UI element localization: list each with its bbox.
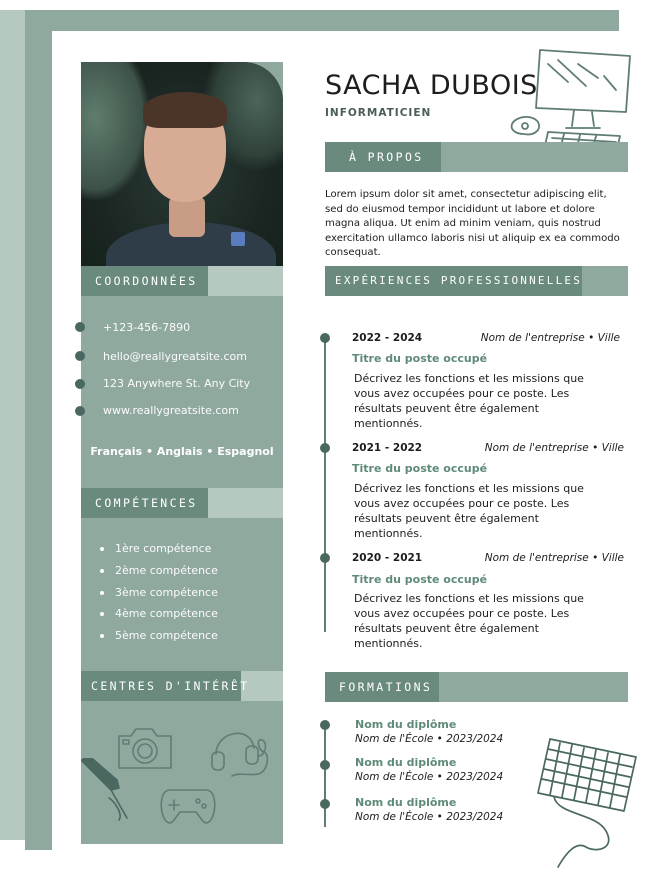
education-heading: FORMATIONS — [325, 672, 439, 702]
school-name: Nom de l'École • 2023/2024 — [355, 733, 504, 745]
experience-title: Titre du poste occupé — [352, 462, 488, 475]
experience-title: Titre du poste occupé — [352, 352, 488, 365]
experience-company: Nom de l'entreprise • Ville — [484, 442, 624, 454]
website-bullet — [75, 406, 85, 416]
experience-dates: 2022 - 2024 — [352, 332, 423, 344]
headphones-icon — [210, 720, 270, 782]
contact-section-header — [81, 266, 283, 296]
timeline-dot — [320, 443, 330, 453]
interests-section-header — [81, 671, 283, 701]
timeline-dot — [320, 760, 330, 770]
postal-address: 123 Anywhere St. Any City — [103, 377, 251, 390]
skill-item: 1ère compétence — [103, 542, 211, 555]
experience-timeline — [324, 336, 326, 632]
experience-company: Nom de l'entreprise • Ville — [484, 552, 624, 564]
experience-description: Décrivez les fonctions et les missions que vous avez occupées pour ce poste. Les résultats peuvent être également mentionnés. — [354, 482, 584, 540]
education-section-header — [325, 672, 628, 702]
skill-item: 3ème compétence — [103, 586, 218, 599]
email-bullet — [75, 351, 85, 361]
profile-photo — [81, 62, 283, 267]
experience-description: Décrivez les fonctions et les missions que vous avez occupées pour ce poste. Les résultats peuvent être également mentionnés. — [354, 372, 584, 430]
degree-name: Nom du diplôme — [355, 756, 457, 769]
experience-dates: 2021 - 2022 — [352, 442, 423, 454]
skills-section-header — [81, 488, 283, 518]
about-heading: À PROPOS — [325, 142, 441, 172]
school-name: Nom de l'École • 2023/2024 — [355, 811, 504, 823]
skill-item: 5ème compétence — [103, 629, 218, 642]
experience-heading: EXPÉRIENCES PROFESSIONNELLES — [325, 266, 582, 296]
gamepad-icon — [160, 782, 216, 830]
languages: Français • Anglais • Espagnol — [90, 445, 274, 458]
about-text: Lorem ipsum dolor sit amet, consectetur adipiscing elit, sed do eiusmod tempor incididunt ut labore et dolore magna aliqua. Ut enim ad minim veniam, quis nostrud exercitation ullamco laboris nisi ut aliquip ex ea commodo consequat. — [325, 189, 620, 258]
timeline-dot — [320, 553, 330, 563]
skill-item: 4ème compétence — [103, 607, 218, 620]
phone-bullet — [75, 322, 85, 332]
education-timeline — [324, 725, 326, 827]
contact-heading: COORDONNÉES — [81, 266, 208, 296]
skills-heading: COMPÉTENCES — [81, 488, 208, 518]
degree-name: Nom du diplôme — [355, 718, 457, 731]
experience-dates: 2020 - 2021 — [352, 552, 423, 564]
keyboard-icon — [536, 735, 640, 871]
timeline-dot — [320, 720, 330, 730]
about-section-header — [325, 142, 628, 172]
pen-icon — [81, 758, 137, 828]
skill-item: 2ème compétence — [103, 564, 218, 577]
job-title: INFORMATICIEN — [325, 107, 432, 119]
website: www.reallygreatsite.com — [103, 404, 239, 417]
experience-section-header — [325, 266, 628, 296]
timeline-dot — [320, 333, 330, 343]
degree-name: Nom du diplôme — [355, 796, 457, 809]
experience-company: Nom de l'entreprise • Ville — [480, 332, 620, 344]
address-bullet — [75, 379, 85, 389]
experience-title: Titre du poste occupé — [352, 573, 488, 586]
interests-heading: CENTRES D'INTÉRÊT — [81, 671, 241, 701]
timeline-dot — [320, 799, 330, 809]
email-address: hello@reallygreatsite.com — [103, 350, 247, 363]
school-name: Nom de l'École • 2023/2024 — [355, 771, 504, 783]
person-name: SACHA DUBOIS — [325, 70, 538, 101]
phone-number: +123-456-7890 — [103, 321, 191, 334]
experience-description: Décrivez les fonctions et les missions que vous avez occupées pour ce poste. Les résultats peuvent être également mentionnés. — [354, 592, 584, 650]
